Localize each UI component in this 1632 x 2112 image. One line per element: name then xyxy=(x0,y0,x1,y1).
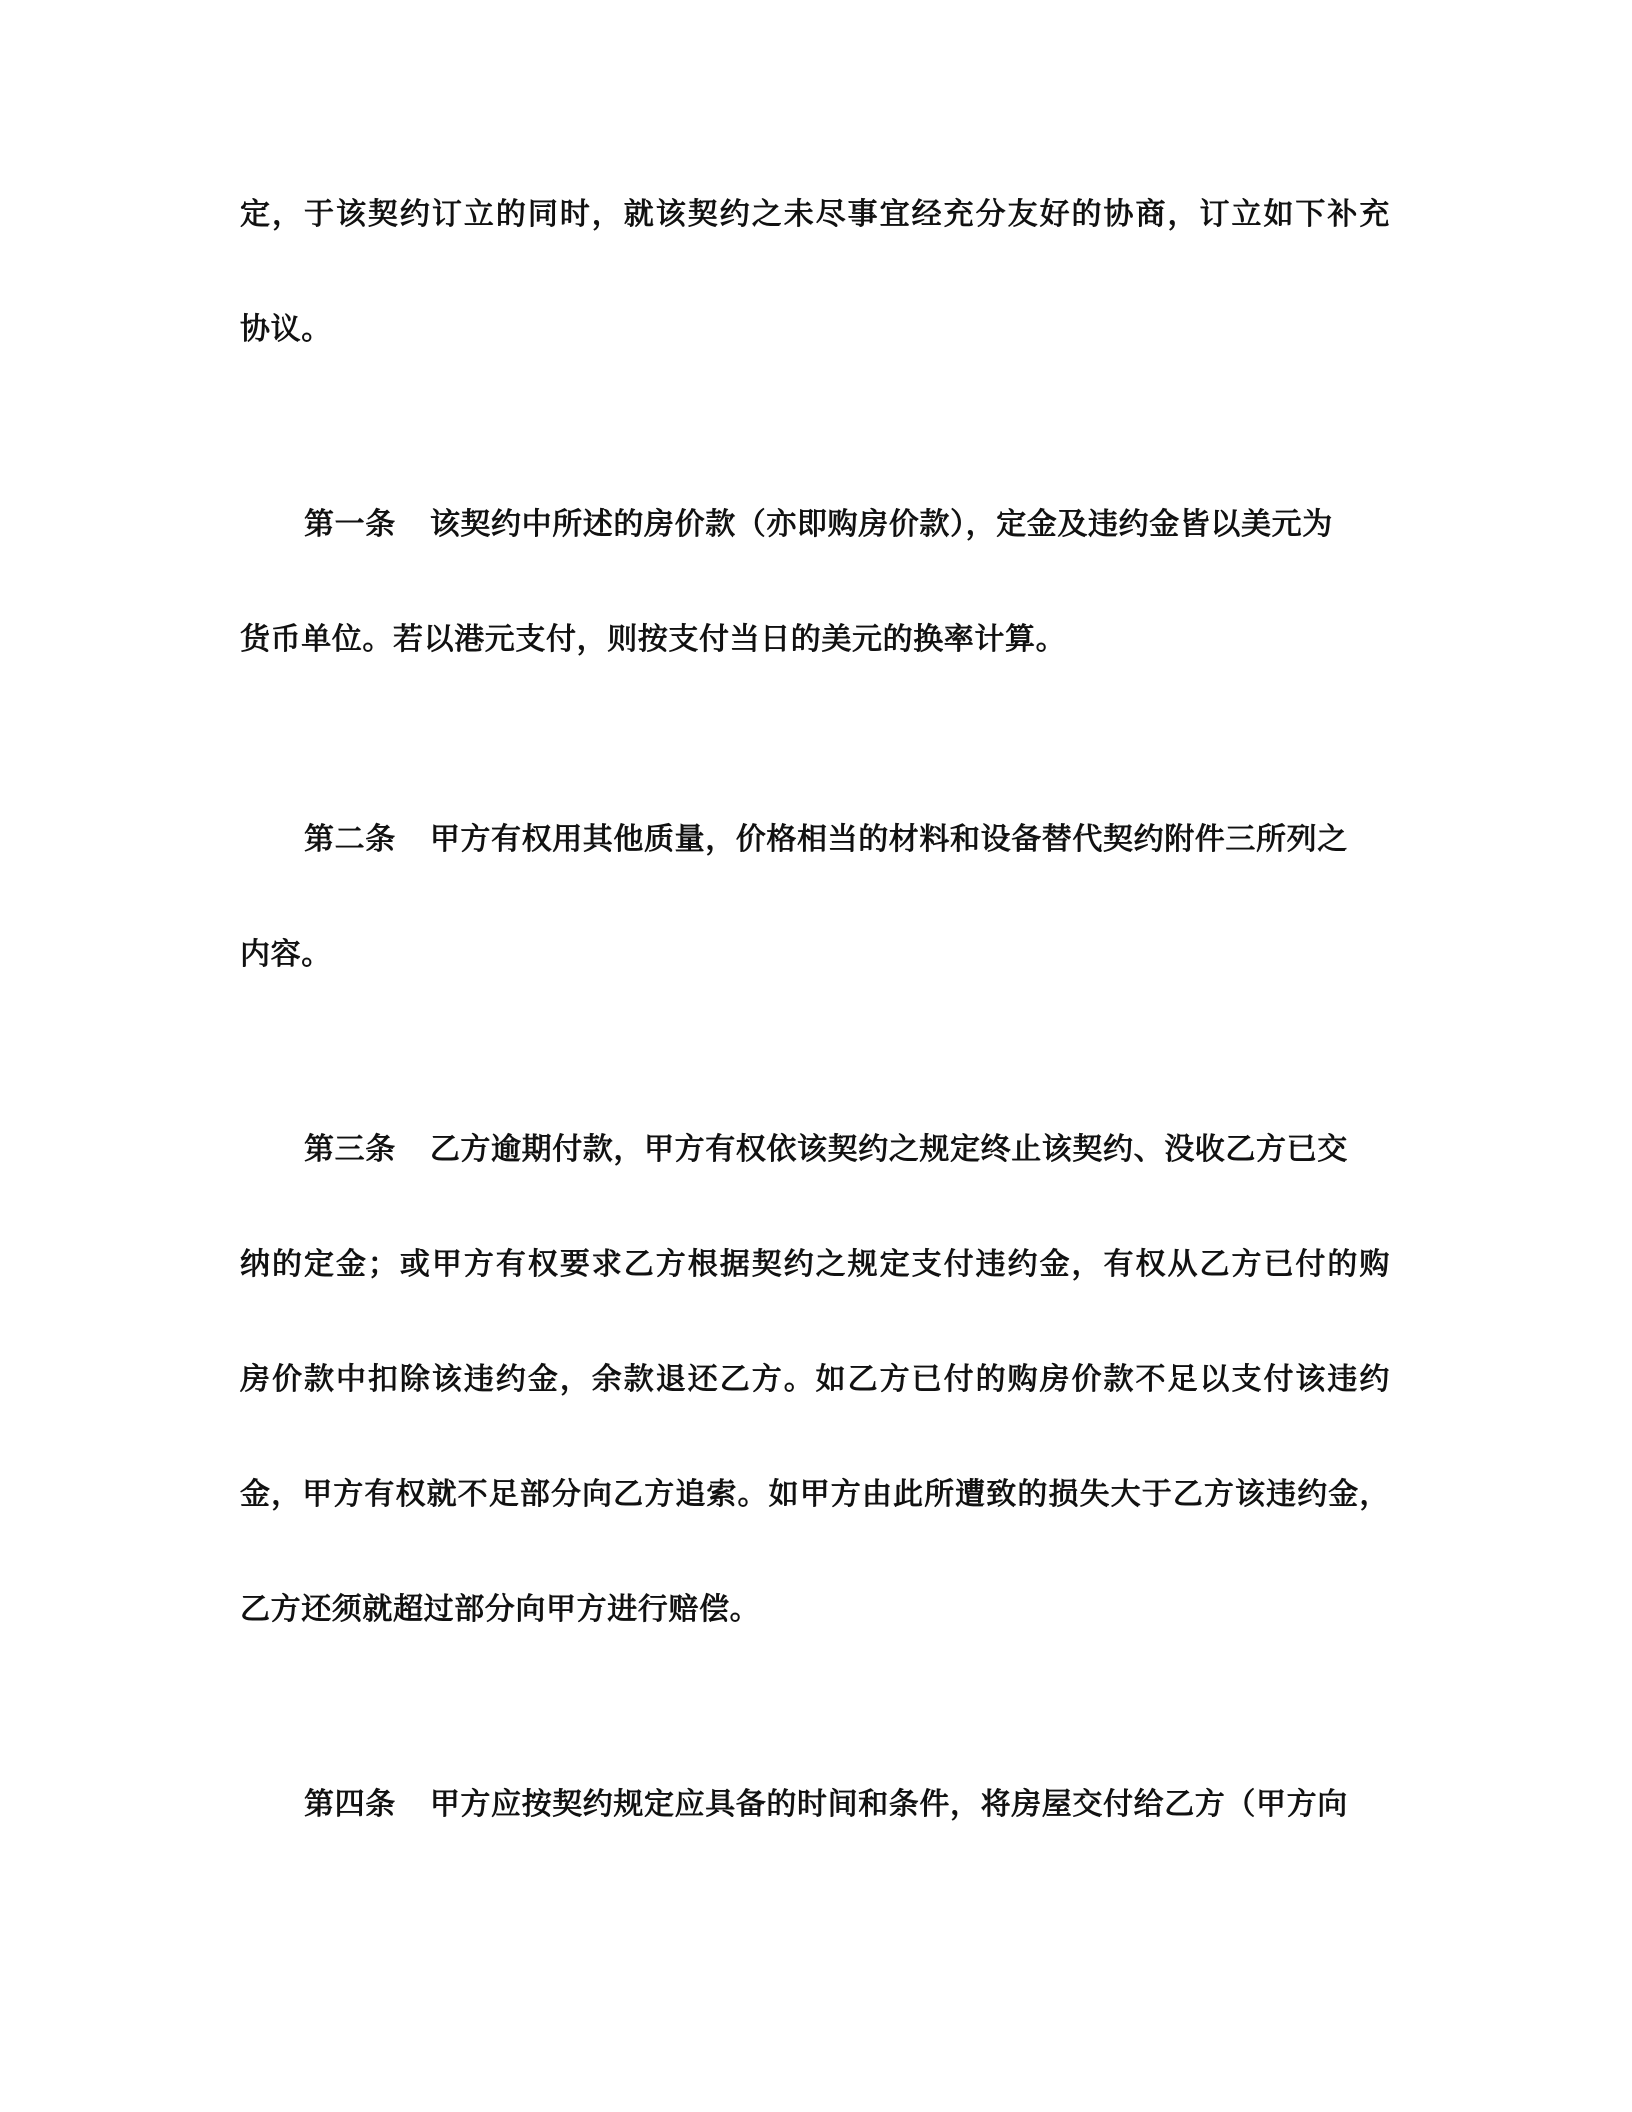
intro-line-2: 协议。 xyxy=(240,312,332,347)
article-2-label: 第二条 xyxy=(304,822,396,857)
article-4-text: 甲方应按契约规定应具备的时间和条件，将房屋交付给乙方（甲方向 xyxy=(429,1787,1348,1822)
article-1-text: 该契约中所述的房价款（亦即购房价款），定金及违约金皆以美元为 xyxy=(429,507,1333,542)
article-1-line-2: 货币单位。若以港元支付，则按支付当日的美元的换率计算。 xyxy=(240,622,1067,657)
article-3-line-1 xyxy=(304,1130,1390,1170)
article-3-line-4: 金，甲方有权就不足部分向乙方追索。如甲方由此所遭致的损失大于乙方该违约金， xyxy=(240,1477,1390,1512)
article-1-line-1 xyxy=(304,505,1390,545)
article-1-label: 第一条 xyxy=(304,507,396,542)
article-2-line-2: 内容。 xyxy=(240,937,332,972)
article-3-line-2: 纳的定金；或甲方有权要求乙方根据契约之规定支付违约金，有权从乙方已付的购 xyxy=(240,1247,1390,1282)
article-3-text: 乙方逾期付款，甲方有权依该契约之规定终止该契约、没收乙方已交 xyxy=(429,1132,1348,1167)
article-3-line-3: 房价款中扣除该违约金，余款退还乙方。如乙方已付的购房价款不足以支付该违约 xyxy=(240,1362,1390,1397)
article-4-line-1 xyxy=(304,1785,1390,1825)
article-3-line-5: 乙方还须就超过部分向甲方进行赔偿。 xyxy=(240,1592,761,1627)
intro-line-1: 定，于该契约订立的同时，就该契约之未尽事宜经充分友好的协商，订立如下补充 xyxy=(240,197,1390,232)
article-3-label: 第三条 xyxy=(304,1132,396,1167)
article-2-line-1 xyxy=(304,820,1390,860)
article-4-label: 第四条 xyxy=(304,1787,396,1822)
article-2-text: 甲方有权用其他质量，价格相当的材料和设备替代契约附件三所列之 xyxy=(429,822,1348,857)
